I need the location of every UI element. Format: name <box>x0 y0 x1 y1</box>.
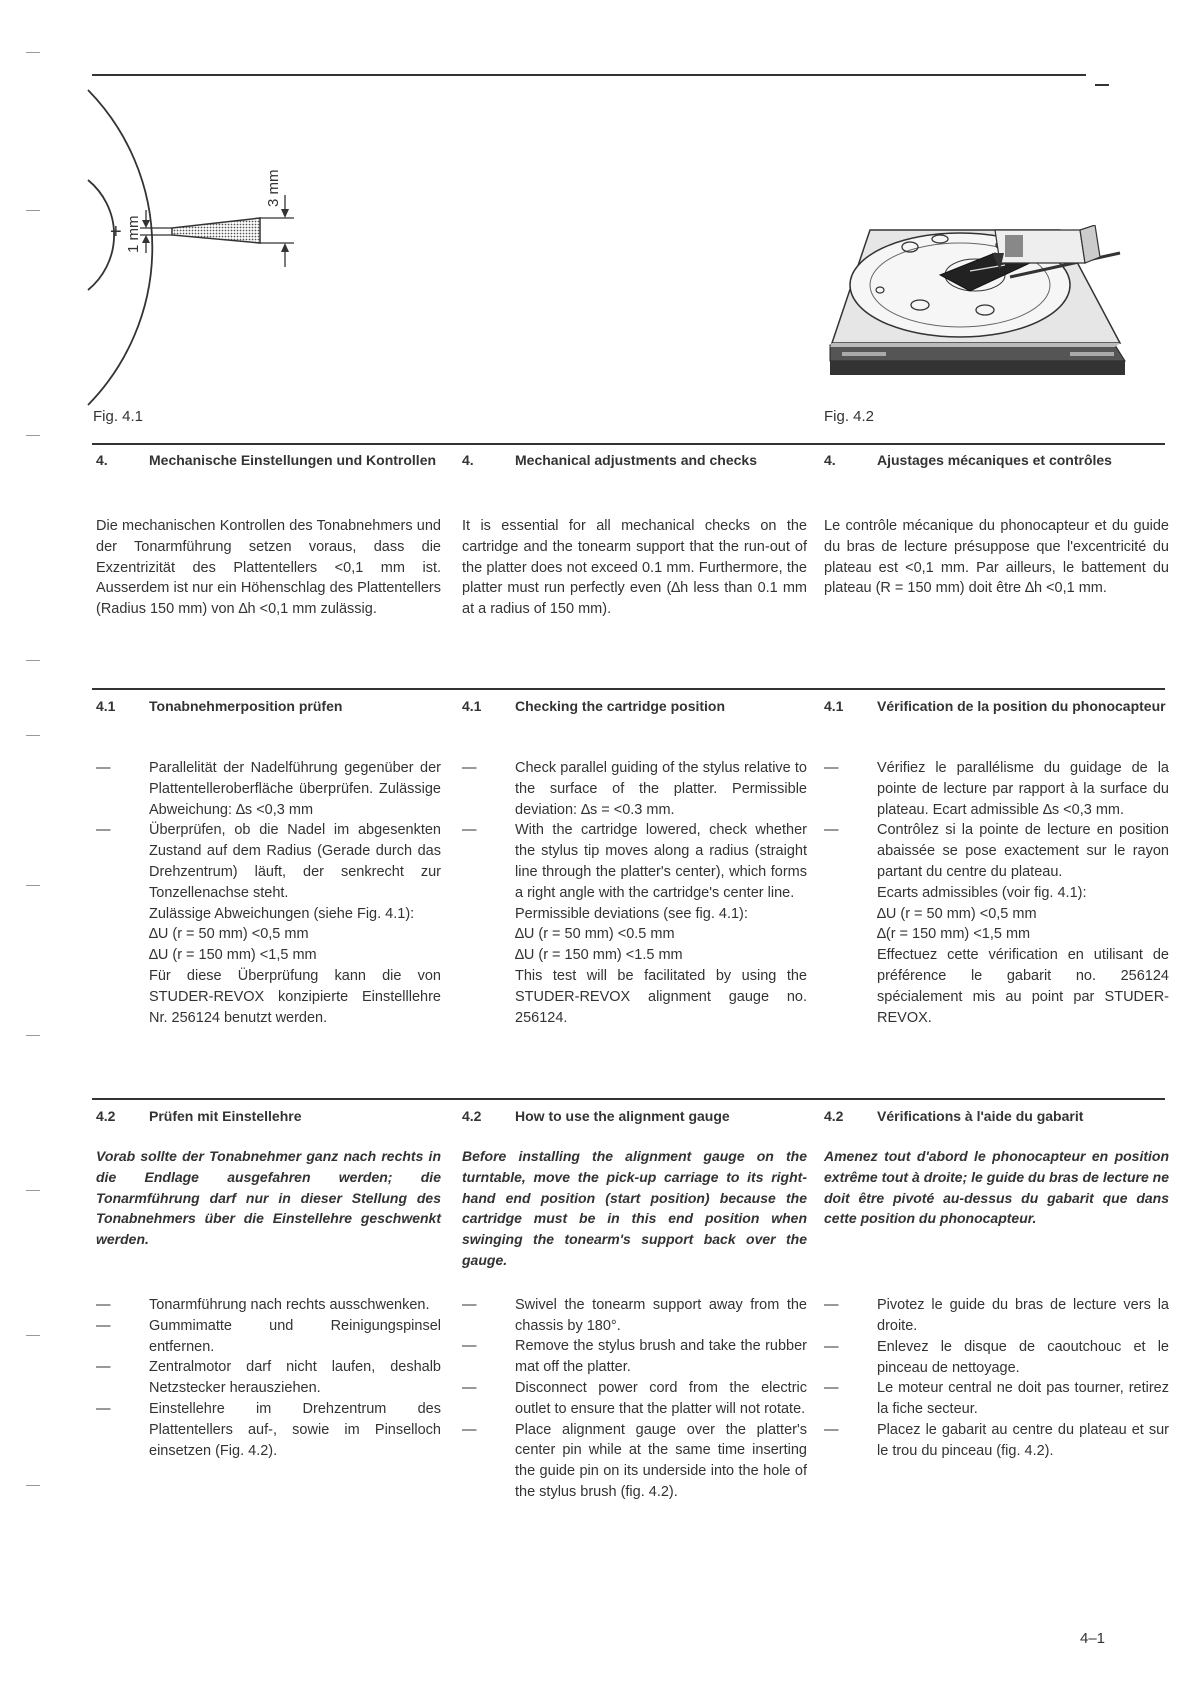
section-number: 4.1 <box>824 698 844 714</box>
list-item: — Placez le gabarit au centre du plateau et sur le trou du pinceau (fig. 4.2). <box>824 1420 1169 1462</box>
dim-3mm-label: 3 mm <box>265 169 282 207</box>
margin-tick <box>26 210 40 211</box>
section-42-german <box>96 1106 441 1461</box>
section-number: 4.1 <box>462 698 482 714</box>
tolerance-line: ∆U (r = 50 mm) <0,5 mm <box>877 905 1037 922</box>
section-42-french <box>824 1106 1169 1462</box>
list-item: — Place alignment gauge over the platter's center pin while at the same time inserting the guide pin on its underside into the hole of the stylus brush (fig. 4.2). <box>462 1420 807 1503</box>
center-plus: + <box>110 221 122 243</box>
list-item: — Remove the stylus brush and take the rubber mat off the platter. <box>462 1336 807 1378</box>
section-title: Checking the cartridge position <box>515 698 726 714</box>
section-number: 4.2 <box>824 1108 844 1124</box>
margin-tick <box>26 885 40 886</box>
section-body: It is essential for all mechanical checks on the cartridge and the tonearm support that the run-out of the platter does not exceed 0.1 mm. Furthermore, the platter must run perfectly even (∆h less than 0.1 mm at a radius of 150 mm). <box>462 518 807 618</box>
margin-tick <box>26 1190 40 1191</box>
section-title: How to use the alignment gauge <box>515 1108 730 1124</box>
section-number: 4.2 <box>462 1108 482 1124</box>
section-number: 4. <box>824 452 836 468</box>
tolerance-line: ∆U (r = 50 mm) <0.5 mm <box>515 926 675 943</box>
top-rule <box>92 74 1086 76</box>
list-item: — Parallelität der Nadelführung gegenüber der Plattentelleroberfläche überprüfen. Zulässige Abweichung: ∆s <0,3 mm <box>96 758 441 820</box>
list-item: — Vérifiez le parallélisme du guidage de la pointe de lecture par rapport à la surface du plateau. Ecart admissible ∆s <0,3 mm. <box>824 758 1169 820</box>
section-4-english <box>462 450 807 620</box>
section-title: Mechanische Einstellungen und Kontrollen <box>149 452 437 468</box>
list-item <box>96 820 441 1028</box>
section-title: Ajustages mécaniques et contrôles <box>877 452 1112 468</box>
margin-tick <box>26 52 40 53</box>
margin-tick <box>26 1035 40 1036</box>
section-intro: Before installing the alignment gauge on the turntable, move the pick-up carriage to its right-hand end position (start position) because the cartridge must be in this end position when swinging the tonearm's support back over the gauge. <box>462 1148 807 1268</box>
list-item-text: — Contrôlez si la pointe de lecture en position abaissée se pose exactement sur le rayon partant du centre du plateau. <box>877 822 1169 880</box>
tolerance-line: Permissible deviations (see fig. 4.1): <box>515 905 748 922</box>
list-item: — Enlevez le disque de caoutchouc et le pinceau de nettoyage. <box>824 1337 1169 1379</box>
tolerance-line: ∆U (r = 150 mm) <1,5 mm <box>149 947 317 964</box>
section-body: Die mechanischen Kontrollen des Tonabnehmers und der Tonarmführung setzen voraus, dass die Exzentrizität des Plattentellers <0,1 mm ist. Ausserdem ist nur ein Höhenschlag des Plattentellers (Radius 150 mm) von ∆h <0,1 mm zulässig. <box>96 518 441 618</box>
section-41-french <box>824 696 1169 1028</box>
list-item: — Pivotez le guide du bras de lecture vers la droite. <box>824 1295 1169 1337</box>
margin-tick <box>26 1335 40 1336</box>
list-item: — Le moteur central ne doit pas tourner, retirez la fiche secteur. <box>824 1378 1169 1420</box>
tolerance-line: ∆U (r = 150 mm) <1.5 mm <box>515 947 683 964</box>
page-number: 4–1 <box>1080 1630 1106 1647</box>
fig-4-2-caption: Fig. 4.2 <box>824 408 875 425</box>
section-42-rule <box>92 1098 1165 1100</box>
section-4-rule <box>92 443 1165 445</box>
section-42-english <box>462 1106 807 1503</box>
section-body: Le contrôle mécanique du phonocapteur et du guide du bras de lecture présuppose que l'excentricité du plateau est <0,1 mm. Par ailleurs, le battement du plateau (R = 150 mm) doit être ∆h <0,1 mm. <box>824 518 1169 597</box>
tolerance-line: Für diese Überprüfung kann die von STUDER-REVOX konzipierte Einstelllehre Nr. 256124 benutzt werden. <box>149 967 441 1026</box>
list-item: — Zentralmotor darf nicht laufen, deshalb Netzstecker herausziehen. <box>96 1357 441 1399</box>
tolerance-line: This test will be facilitated by using the STUDER-REVOX alignment gauge no. 256124. <box>515 967 807 1026</box>
list-item: — Swivel the tonearm support away from the chassis by 180°. <box>462 1295 807 1337</box>
margin-tick <box>26 435 40 436</box>
fig-4-1-caption: Fig. 4.1 <box>93 408 144 425</box>
list-item <box>824 820 1169 1028</box>
section-41-german <box>96 696 441 1028</box>
section-number: 4.2 <box>96 1108 116 1124</box>
margin-tick <box>26 1485 40 1486</box>
list-item: — Disconnect power cord from the electric outlet to ensure that the platter will not rotate. <box>462 1378 807 1420</box>
section-41-rule <box>92 688 1165 690</box>
tolerance-line: Ecarts admissibles (voir fig. 4.1): <box>877 884 1087 901</box>
tolerance-line: ∆(r = 150 mm) <1,5 mm <box>877 926 1031 943</box>
dim-1mm-label: 1 mm <box>125 215 142 253</box>
edge-mark <box>1095 84 1109 86</box>
section-title: Mechanical adjustments and checks <box>515 452 757 468</box>
section-intro: Amenez tout d'abord le phonocapteur en position extrême tout à droite; le guide du bras de lecture ne doit être pivoté au-dessus du gabarit que dans cette position du phonocapteur. <box>824 1148 1169 1227</box>
list-item-text: — Überprüfen, ob die Nadel im abgesenkten Zustand auf dem Radius (Gerade durch das Drehzentrum) läuft, der senkrecht zur Tonzellenachse steht. <box>149 822 441 901</box>
tolerance-line: ∆U (r = 50 mm) <0,5 mm <box>149 926 309 943</box>
section-title: Vérifications à l'aide du gabarit <box>877 1108 1084 1124</box>
list-item: — Einstellehre im Drehzentrum des Plattentellers auf-, sowie im Pinselloch einsetzen (Fig. 4.2). <box>96 1399 441 1461</box>
list-item <box>462 820 807 1028</box>
section-title: Tonabnehmerposition prüfen <box>149 698 343 714</box>
outer-radius-arc <box>88 90 152 405</box>
tolerance-line: Zulässige Abweichungen (siehe Fig. 4.1): <box>149 905 415 922</box>
list-item: — Tonarmführung nach rechts ausschwenken. <box>96 1295 441 1316</box>
list-item-text: — With the cartridge lowered, check whether the stylus tip moves along a radius (straight line through the platter's center), which forms a right angle with the cartridge's center line. <box>515 822 807 901</box>
section-number: 4. <box>462 452 474 468</box>
section-4-german <box>96 450 441 620</box>
tolerance-line: Effectuez cette vérification en utilisant de préférence le gabarit no. 256124 spécialement mis au point par STUDER-REVOX. <box>877 947 1169 1026</box>
section-intro: Vorab sollte der Tonabnehmer ganz nach rechts in die Endlage ausgefahren werden; die Tonarmführung darf nur in dieser Stellung des Tonabnehmers über die Einstellehre geschwenkt werden. <box>96 1148 441 1248</box>
section-title: Prüfen mit Einstellehre <box>149 1108 302 1124</box>
figure-4-1-diagram <box>80 85 440 415</box>
figure-4-2-turntable <box>820 225 1150 395</box>
list-item: — Gummimatte und Reinigungspinsel entfernen. <box>96 1316 441 1358</box>
margin-tick <box>26 735 40 736</box>
section-number: 4.1 <box>96 698 116 714</box>
list-item: — Check parallel guiding of the stylus relative to the surface of the platter. Permissible deviation: ∆s = <0.3 mm. <box>462 758 807 820</box>
section-41-english <box>462 696 807 1028</box>
section-number: 4. <box>96 452 108 468</box>
tolerance-wedge <box>172 218 260 243</box>
section-4-french <box>824 450 1169 599</box>
section-title: Vérification de la position du phonocapteur <box>877 698 1166 714</box>
margin-tick <box>26 660 40 661</box>
